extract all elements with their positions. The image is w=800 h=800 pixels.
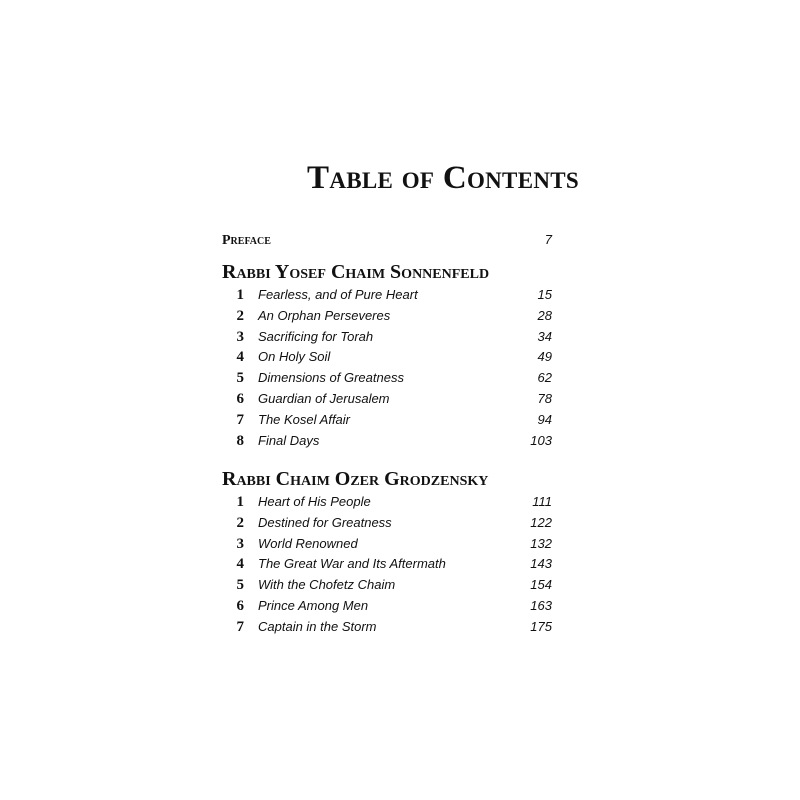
chapter-entry[interactable] xyxy=(222,556,552,577)
chapter-number: 1 xyxy=(236,494,244,510)
chapter-entry[interactable] xyxy=(222,370,552,391)
preface-page-number: 7 xyxy=(544,232,552,247)
chapter-number: 7 xyxy=(236,618,244,635)
chapter-title: World Renowned xyxy=(258,535,358,551)
part-sonnenfeld xyxy=(222,259,552,453)
preface-label: Preface xyxy=(222,233,271,248)
chapter-page-number: 143 xyxy=(530,556,552,572)
chapter-page-number: 175 xyxy=(530,618,552,634)
chapter-page-number: 111 xyxy=(532,494,552,509)
chapter-entry[interactable] xyxy=(222,308,552,329)
chapter-number: 3 xyxy=(236,328,244,345)
chapter-title: Guardian of Jerusalem xyxy=(258,390,390,406)
chapter-page-number: 15 xyxy=(537,287,552,302)
chapter-title: Dimensions of Greatness xyxy=(258,370,404,386)
chapter-title: Fearless, and of Pure Heart xyxy=(258,287,418,302)
chapter-title: On Holy Soil xyxy=(258,349,331,365)
chapter-entry[interactable] xyxy=(222,433,552,454)
chapter-number: 5 xyxy=(236,577,244,594)
chapter-title: Prince Among Men xyxy=(258,597,369,613)
chapter-entry[interactable] xyxy=(222,577,552,598)
chapter-number: 3 xyxy=(236,535,244,552)
chapter-page-number: 49 xyxy=(537,349,552,365)
part-heading[interactable]: Rabbi Yosef Chaim Sonnenfeld xyxy=(222,261,490,283)
part-heading[interactable]: Rabbi Chaim Ozer Grodzensky xyxy=(222,468,489,490)
chapter-entry[interactable] xyxy=(222,329,552,350)
chapter-entry[interactable] xyxy=(222,494,552,515)
chapter-number: 7 xyxy=(236,411,244,428)
chapter-number: 5 xyxy=(236,370,244,387)
chapter-page-number: 163 xyxy=(530,597,552,613)
chapter-number: 8 xyxy=(236,432,244,449)
chapter-number: 6 xyxy=(236,597,244,614)
preface-entry[interactable] xyxy=(222,232,552,252)
chapter-entry[interactable] xyxy=(222,619,552,640)
chapter-title: An Orphan Perseveres xyxy=(258,307,391,323)
chapter-page-number: 94 xyxy=(537,411,552,427)
chapter-page-number: 122 xyxy=(530,514,552,530)
chapter-entry[interactable] xyxy=(222,391,552,412)
page-title: Table of Contents xyxy=(307,160,579,196)
part-grodzensky xyxy=(222,466,552,640)
chapter-number: 6 xyxy=(236,390,244,407)
chapter-page-number: 132 xyxy=(530,535,552,551)
chapter-entry[interactable] xyxy=(222,598,552,619)
chapter-entry[interactable] xyxy=(222,287,552,308)
chapter-title: Final Days xyxy=(258,432,320,448)
chapter-page-number: 34 xyxy=(537,328,552,344)
chapter-entry[interactable] xyxy=(222,515,552,536)
chapter-page-number: 78 xyxy=(537,390,552,406)
chapter-number: 4 xyxy=(236,556,244,573)
chapter-title: Captain in the Storm xyxy=(258,618,377,634)
chapter-title: Heart of His People xyxy=(258,494,371,509)
chapter-entry[interactable] xyxy=(222,349,552,370)
chapter-title: Destined for Greatness xyxy=(258,514,392,530)
chapter-title: The Kosel Affair xyxy=(258,411,351,427)
chapter-number: 2 xyxy=(236,307,244,324)
chapter-page-number: 103 xyxy=(530,432,552,448)
chapter-number: 4 xyxy=(236,349,244,366)
chapter-title: The Great War and Its Aftermath xyxy=(258,556,446,572)
chapter-number: 2 xyxy=(236,514,244,531)
chapter-entry[interactable] xyxy=(222,412,552,433)
chapter-page-number: 28 xyxy=(537,307,552,323)
chapter-page-number: 62 xyxy=(537,370,552,386)
chapter-entry[interactable] xyxy=(222,536,552,557)
chapter-title: Sacrificing for Torah xyxy=(258,328,374,344)
chapter-number: 1 xyxy=(236,287,244,303)
chapter-title: With the Chofetz Chaim xyxy=(258,577,396,593)
chapter-page-number: 154 xyxy=(530,577,552,593)
